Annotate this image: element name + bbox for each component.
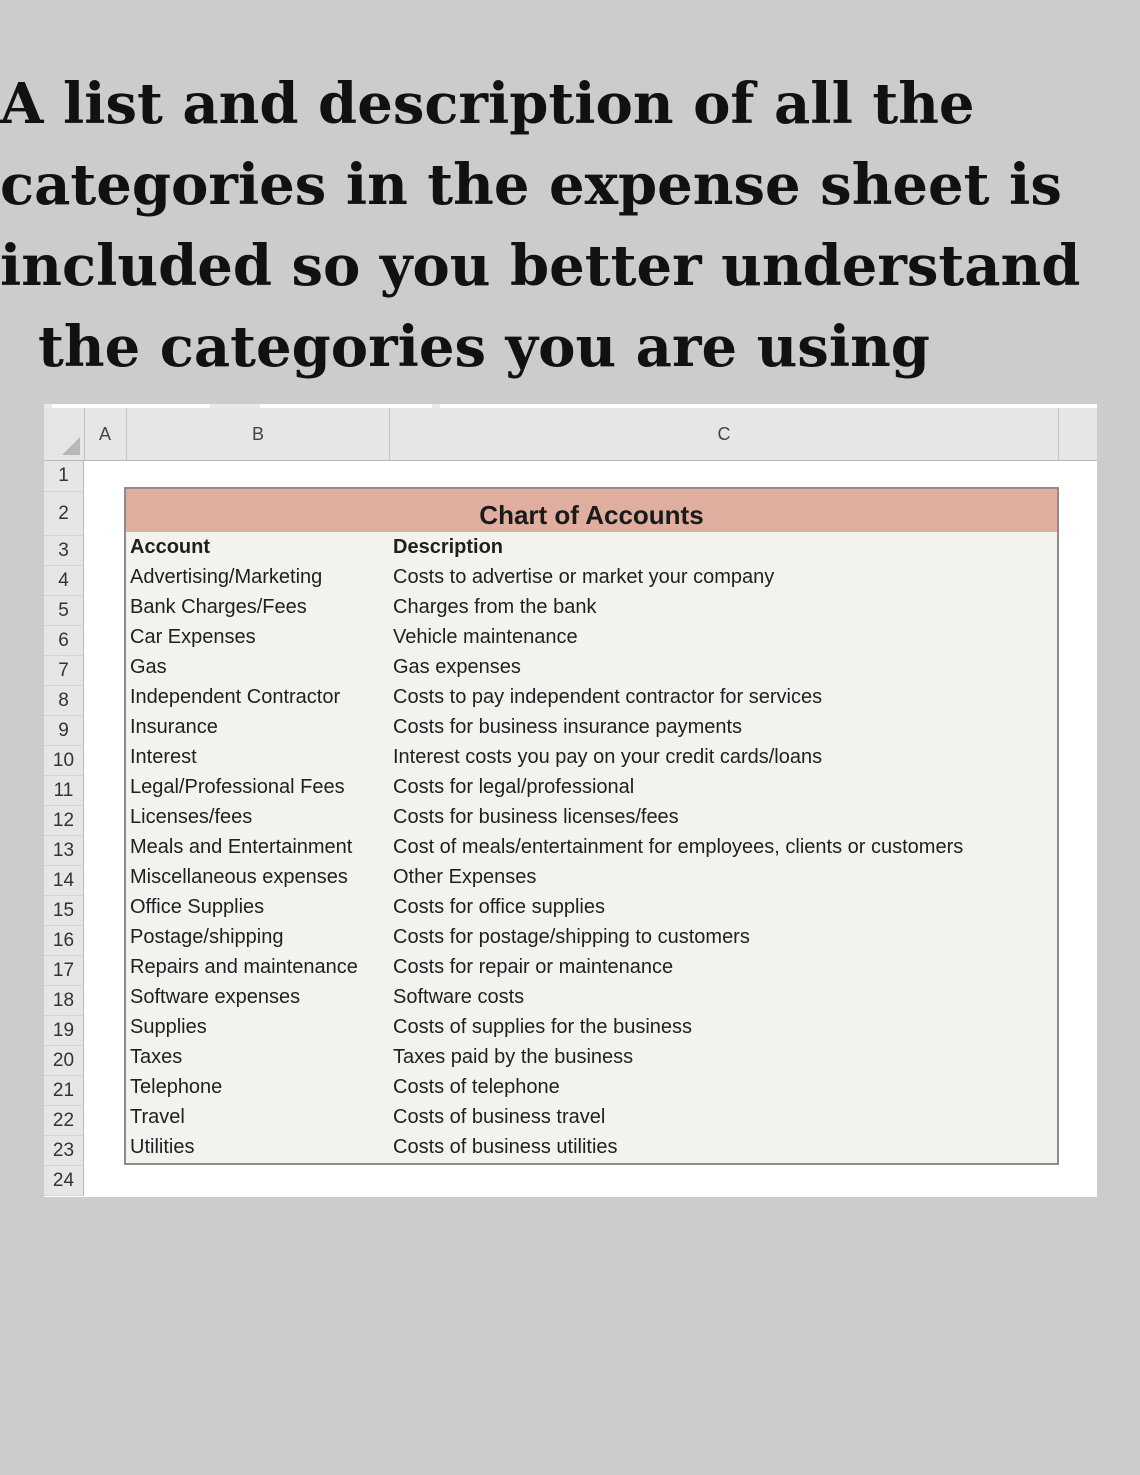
account-cell[interactable]: Office Supplies: [130, 896, 265, 918]
table-row: [126, 652, 1057, 682]
account-cell[interactable]: Car Expenses: [130, 626, 256, 648]
row-header[interactable]: 9: [44, 716, 84, 746]
headline-line: the categories you are using: [38, 314, 930, 380]
row-header[interactable]: 23: [44, 1136, 84, 1166]
description-cell[interactable]: Other Expenses: [393, 866, 537, 888]
account-cell[interactable]: Independent Contractor: [130, 686, 341, 708]
description-cell[interactable]: Costs for legal/professional: [393, 776, 635, 798]
account-cell[interactable]: Meals and Entertainment: [130, 836, 353, 858]
headline: [0, 64, 1081, 388]
table-row: [126, 892, 1057, 922]
description-cell[interactable]: Costs for business licenses/fees: [393, 806, 679, 828]
table-row: [126, 952, 1057, 982]
description-cell[interactable]: Costs of telephone: [393, 1076, 560, 1098]
description-cell[interactable]: Costs of business utilities: [393, 1136, 618, 1158]
row-header[interactable]: 11: [44, 776, 84, 806]
account-cell[interactable]: Taxes: [130, 1046, 183, 1068]
account-cell[interactable]: Miscellaneous expenses: [130, 866, 348, 888]
row-header[interactable]: 21: [44, 1076, 84, 1106]
headline-line: categories in the expense sheet is: [0, 152, 1062, 218]
chart-of-accounts-table: [124, 487, 1059, 1165]
description-cell[interactable]: Costs of supplies for the business: [393, 1016, 693, 1038]
account-cell[interactable]: Supplies: [130, 1016, 207, 1038]
spreadsheet: [44, 404, 1097, 1197]
column-header-a[interactable]: A: [84, 408, 127, 460]
table-row: [126, 592, 1057, 622]
row-header[interactable]: 5: [44, 596, 84, 626]
row-header[interactable]: 4: [44, 566, 84, 596]
table-row: [126, 982, 1057, 1012]
row-header[interactable]: 2: [44, 492, 84, 536]
description-cell[interactable]: Software costs: [393, 986, 525, 1008]
row-header[interactable]: 13: [44, 836, 84, 866]
row-header[interactable]: 20: [44, 1046, 84, 1076]
table-header-row: [126, 532, 1057, 562]
account-cell[interactable]: Postage/shipping: [130, 926, 284, 948]
row-header[interactable]: 19: [44, 1016, 84, 1046]
table-row: [126, 862, 1057, 892]
column-header-c[interactable]: C: [390, 408, 1059, 460]
row-header[interactable]: 14: [44, 866, 84, 896]
description-cell[interactable]: Costs for postage/shipping to customers: [393, 926, 750, 948]
table-row: [126, 1102, 1057, 1132]
row-header[interactable]: 10: [44, 746, 84, 776]
table-row: [126, 742, 1057, 772]
description-header-cell[interactable]: Description: [393, 536, 504, 558]
table-title[interactable]: Chart of Accounts: [126, 489, 1057, 532]
table-row: [126, 1012, 1057, 1042]
column-header-bar: [44, 408, 1097, 461]
description-cell[interactable]: Costs of business travel: [393, 1106, 606, 1128]
account-cell[interactable]: Software expenses: [130, 986, 301, 1008]
account-cell[interactable]: Bank Charges/Fees: [130, 596, 307, 618]
row-header[interactable]: 3: [44, 536, 84, 566]
description-cell[interactable]: Costs to pay independent contractor for services: [393, 686, 823, 708]
row-header[interactable]: 1: [44, 461, 84, 492]
row-header[interactable]: 17: [44, 956, 84, 986]
account-cell[interactable]: Travel: [130, 1106, 185, 1128]
account-cell[interactable]: Telephone: [130, 1076, 223, 1098]
table-row: [126, 922, 1057, 952]
column-header-b[interactable]: B: [127, 408, 390, 460]
description-cell[interactable]: Costs for repair or maintenance: [393, 956, 674, 978]
table-row: [126, 1072, 1057, 1102]
account-header-cell[interactable]: Account: [130, 536, 210, 558]
table-row: [126, 562, 1057, 592]
description-cell[interactable]: Taxes paid by the business: [393, 1046, 634, 1068]
table-row: [126, 772, 1057, 802]
account-cell[interactable]: Legal/Professional Fees: [130, 776, 345, 798]
headline-line: A list and description of all the: [0, 71, 975, 137]
table-row: [126, 622, 1057, 652]
description-cell[interactable]: Vehicle maintenance: [393, 626, 578, 648]
description-cell[interactable]: Costs for office supplies: [393, 896, 605, 918]
table-row: [126, 682, 1057, 712]
description-cell[interactable]: Cost of meals/entertainment for employees, clients or customers: [393, 836, 964, 858]
row-header[interactable]: 6: [44, 626, 84, 656]
headline-line: included so you better understand: [0, 233, 1081, 299]
account-cell[interactable]: Interest: [130, 746, 197, 768]
row-header[interactable]: 7: [44, 656, 84, 686]
account-cell[interactable]: Gas: [130, 656, 167, 678]
description-cell[interactable]: Gas expenses: [393, 656, 521, 678]
row-header[interactable]: 18: [44, 986, 84, 1016]
table-row: [126, 832, 1057, 862]
account-cell[interactable]: Insurance: [130, 716, 218, 738]
table-row: [126, 1132, 1057, 1162]
select-all-triangle-icon: [62, 437, 80, 455]
table-row: [126, 1042, 1057, 1072]
description-cell[interactable]: Interest costs you pay on your credit cards/loans: [393, 746, 823, 768]
table-row: [126, 712, 1057, 742]
row-header[interactable]: 22: [44, 1106, 84, 1136]
account-cell[interactable]: Advertising/Marketing: [130, 566, 323, 588]
row-header[interactable]: 12: [44, 806, 84, 836]
row-header[interactable]: 15: [44, 896, 84, 926]
row-header[interactable]: 16: [44, 926, 84, 956]
description-cell[interactable]: Charges from the bank: [393, 596, 597, 618]
description-cell[interactable]: Costs to advertise or market your company: [393, 566, 775, 588]
row-header[interactable]: 8: [44, 686, 84, 716]
row-header[interactable]: 24: [44, 1166, 84, 1196]
account-cell[interactable]: Repairs and maintenance: [130, 956, 358, 978]
select-all-corner[interactable]: [44, 408, 85, 460]
account-cell[interactable]: Licenses/fees: [130, 806, 253, 828]
table-row: [126, 802, 1057, 832]
description-cell[interactable]: Costs for business insurance payments: [393, 716, 743, 738]
account-cell[interactable]: Utilities: [130, 1136, 195, 1158]
